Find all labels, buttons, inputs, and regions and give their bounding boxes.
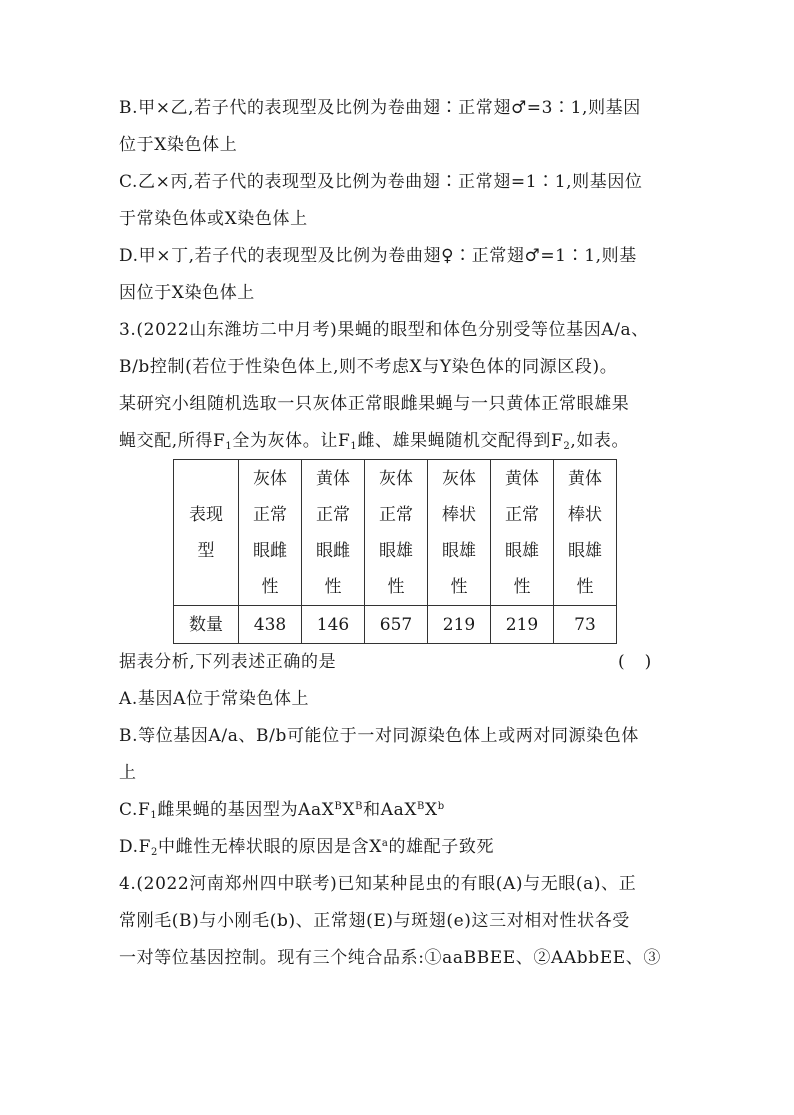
question-4-line-3: 一对等位基因控制。现有三个纯合品系:①aaBBEE、②AAbbEE、③ (119, 948, 661, 968)
column-header-line: 性 (513, 576, 531, 597)
opt-c-text: C.F (119, 800, 151, 820)
opt-c-text: X (342, 800, 356, 820)
column-header-line: 正常 (379, 504, 413, 525)
question-3-line-3: 某研究小组随机选取一只灰体正常眼雌果蝇与一只黄体正常眼雄果 (119, 394, 630, 414)
q3-option-a: A.基因A位于常染色体上 (119, 689, 310, 709)
opt-c-text: 雌果蝇的基因型为AaX (157, 800, 335, 820)
count-cell: 73 (554, 606, 617, 644)
q3-option-d (119, 835, 494, 859)
opt-d-text: 中雌性无棒状眼的原因是含X (158, 837, 382, 857)
opt-d-sub: 2 (151, 847, 158, 858)
opt-c-sup: b (437, 801, 445, 812)
question-3-line-4 (119, 429, 629, 453)
column-header-line: 黄体 (568, 468, 602, 489)
header-label-line: 型 (197, 540, 215, 561)
option-c-line-2: 于常染色体或X染色体上 (119, 209, 308, 229)
header-label-cell (174, 460, 239, 606)
column-header-cell (428, 460, 491, 606)
column-header-line: 眼雌 (316, 540, 350, 561)
opt-d-text: 的雄配子致死 (388, 837, 495, 857)
column-header-line: 眼雌 (253, 540, 287, 561)
column-header-line: 黄体 (505, 468, 539, 489)
opt-c-sup: B (355, 801, 364, 812)
option-c-line-1: C.乙×丙,若子代的表现型及比例为卷曲翅∶正常翅=1∶1,则基因位 (119, 172, 643, 192)
opt-c-text: 和AaX (363, 800, 418, 820)
column-header-line: 灰体 (379, 468, 413, 489)
count-cell: 146 (302, 606, 365, 644)
count-label-cell: 数量 (174, 606, 239, 644)
column-header-cell (302, 460, 365, 606)
column-header-line: 正常 (316, 504, 350, 525)
opt-d-sup: a (381, 838, 389, 849)
question-3-line-2: B/b控制(若位于性染色体上,则不考虑X与Y染色体的同源区段)。 (119, 357, 618, 377)
opt-d-text: D.F (119, 837, 152, 857)
column-header-line: 正常 (253, 504, 287, 525)
q3-option-b-line-1: B.等位基因A/a、B/b可能位于一对同源染色体上或两对同源染色体 (119, 726, 639, 746)
column-header-line: 棒状 (442, 504, 476, 525)
column-header-cell (491, 460, 554, 606)
option-d-line-2: 因位于X染色体上 (119, 283, 255, 303)
opt-c-sup: B (417, 801, 425, 812)
question-3-line-1: 3.(2022山东潍坊二中月考)果蝇的眼型和体色分别受等位基因A/a、 (119, 320, 649, 340)
column-header-line: 灰体 (253, 468, 287, 489)
q3-sub-f1-a: 1 (225, 441, 233, 452)
column-header-line: 正常 (505, 504, 539, 525)
column-header-line: 黄体 (316, 468, 350, 489)
answer-parentheses: () (618, 652, 672, 672)
column-header-line: 灰体 (442, 468, 476, 489)
opt-c-sup: B (334, 801, 343, 812)
column-header-line: 眼雄 (505, 540, 539, 561)
q3-option-b-line-2: 上 (119, 763, 137, 783)
q3-option-c (119, 798, 445, 822)
count-cell: 438 (239, 606, 302, 644)
option-b-line-1: B.甲×乙,若子代的表现型及比例为卷曲翅∶正常翅♂=3∶1,则基因 (119, 98, 641, 118)
q3-text-e: 雌、雄果蝇随机交配得到F (357, 431, 564, 451)
column-header-line: 眼雄 (568, 540, 602, 561)
header-label-line: 表现 (189, 504, 223, 525)
count-cell: 219 (491, 606, 554, 644)
column-header-line: 性 (450, 576, 468, 597)
column-header-cell (365, 460, 428, 606)
question-4-line-2: 常刚毛(B)与小刚毛(b)、正常翅(E)与斑翅(e)这三对相对性状各受 (119, 911, 630, 931)
opt-c-text: X (424, 800, 438, 820)
column-header-line: 眼雄 (442, 540, 476, 561)
q3-sub-f2: 2 (563, 441, 571, 452)
column-header-cell (239, 460, 302, 606)
column-header-line: 棒状 (568, 504, 602, 525)
q3-text-g: ,如表。 (570, 431, 630, 451)
question-4-line-1: 4.(2022河南郑州四中联考)已知某种昆虫的有眼(A)与无眼(a)、正 (119, 874, 637, 894)
opt-c-sub: 1 (150, 810, 158, 821)
column-header-line: 性 (387, 576, 405, 597)
question-3-stem: 据表分析,下列表述正确的是 (119, 652, 337, 672)
option-b-line-2: 位于X染色体上 (119, 135, 238, 155)
q3-text-a: 蝇交配,所得F (119, 431, 226, 451)
table-count-row (174, 606, 617, 644)
option-d-line-1: D.甲×丁,若子代的表现型及比例为卷曲翅♀∶正常翅♂=1∶1,则基 (119, 246, 637, 266)
q3-sub-f1-b: 1 (350, 441, 358, 452)
column-header-line: 性 (324, 576, 342, 597)
column-header-line: 性 (576, 576, 594, 597)
q3-text-c: 全为灰体。让F (232, 431, 351, 451)
table-header-row (174, 460, 617, 606)
column-header-cell (554, 460, 617, 606)
phenotype-table (173, 459, 617, 644)
column-header-line: 性 (261, 576, 279, 597)
count-cell: 219 (428, 606, 491, 644)
count-cell: 657 (365, 606, 428, 644)
column-header-line: 眼雄 (379, 540, 413, 561)
